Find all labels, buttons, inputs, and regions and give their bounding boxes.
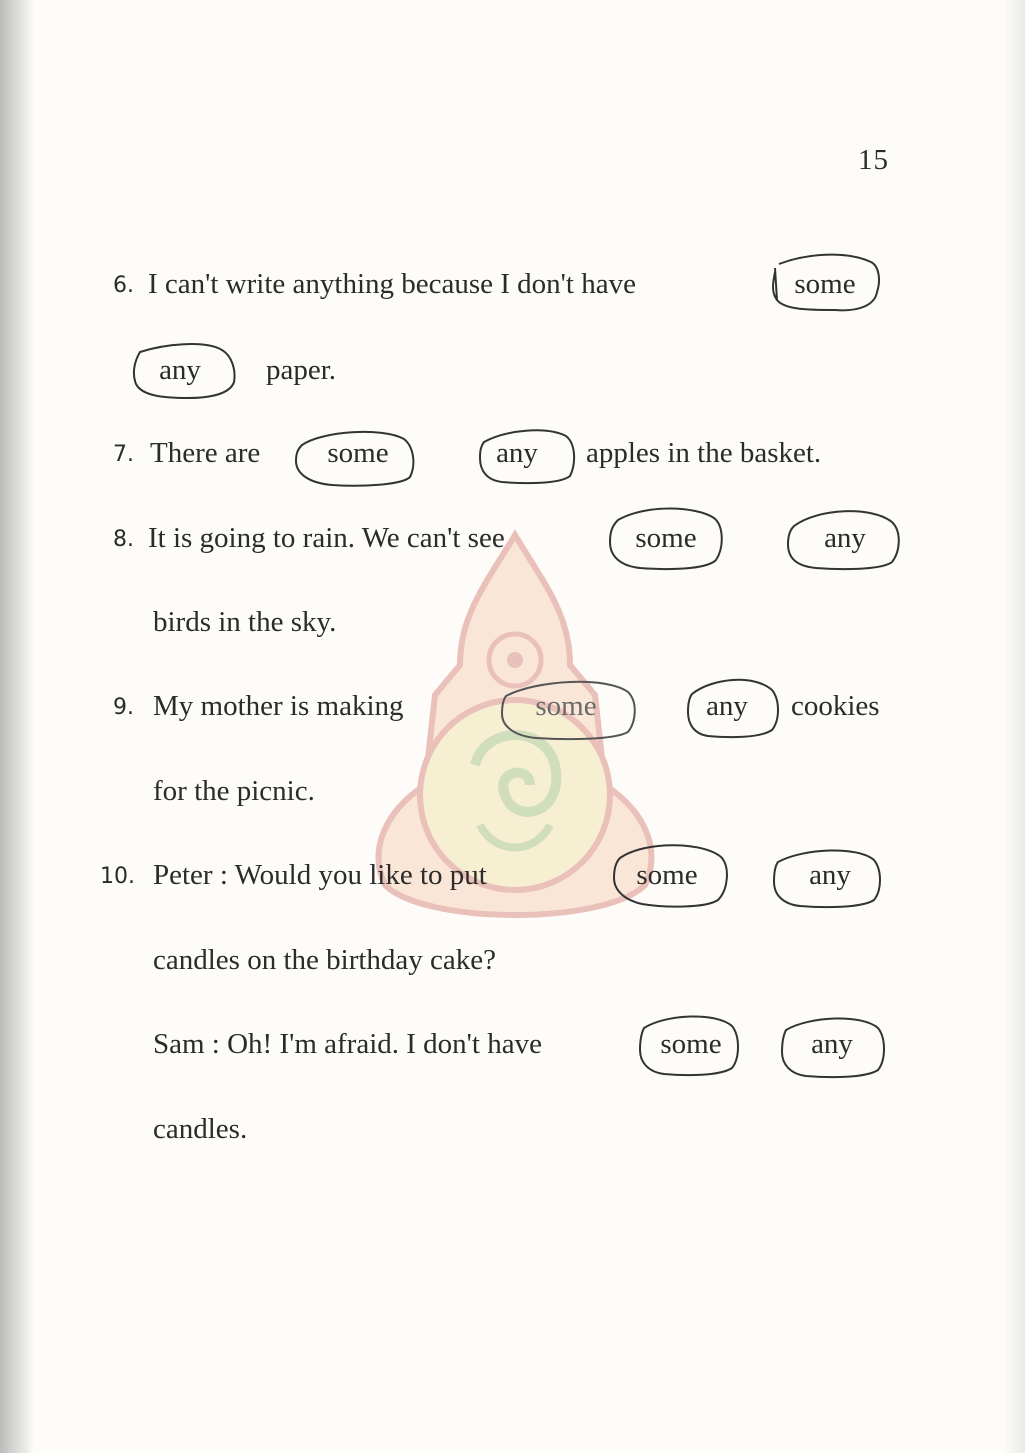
option-some[interactable]: some [535, 690, 597, 722]
option-any[interactable]: any [811, 1028, 853, 1060]
question-text: There are [150, 437, 261, 469]
question-text: cookies [791, 690, 880, 722]
question-text: candles. [153, 1113, 248, 1145]
option-any[interactable]: any [159, 354, 201, 386]
question-number: 10. [100, 864, 135, 889]
option-some[interactable]: some [636, 859, 698, 891]
option-some[interactable]: some [794, 268, 856, 300]
page-edge-shadow [1003, 0, 1025, 1453]
question-text: paper. [266, 354, 337, 386]
question-text: for the picnic. [153, 775, 315, 807]
option-any[interactable]: any [809, 859, 851, 891]
option-any[interactable]: any [496, 437, 538, 469]
question-number: 6. [113, 273, 134, 298]
question-number: 9. [113, 695, 134, 720]
question-number: 7. [113, 442, 134, 467]
question-text: birds in the sky. [153, 606, 337, 638]
question-text: apples in the basket. [586, 437, 822, 469]
question-text: Sam : Oh! I'm afraid. I don't have [153, 1028, 542, 1060]
question-text: My mother is making [153, 690, 404, 722]
question-text: I can't write anything because I don't have [148, 268, 636, 300]
question-text: It is going to rain. We can't see [148, 522, 505, 554]
option-any[interactable]: any [706, 690, 748, 722]
option-some[interactable]: some [635, 522, 697, 554]
option-any[interactable]: any [824, 522, 866, 554]
option-some[interactable]: some [660, 1028, 722, 1060]
question-text: candles on the birthday cake? [153, 944, 497, 976]
page-number: 15 [858, 144, 889, 176]
question-text: Peter : Would you like to put [153, 859, 487, 891]
book-spine-shadow [0, 0, 34, 1453]
option-some[interactable]: some [327, 437, 389, 469]
question-number: 8. [113, 527, 134, 552]
